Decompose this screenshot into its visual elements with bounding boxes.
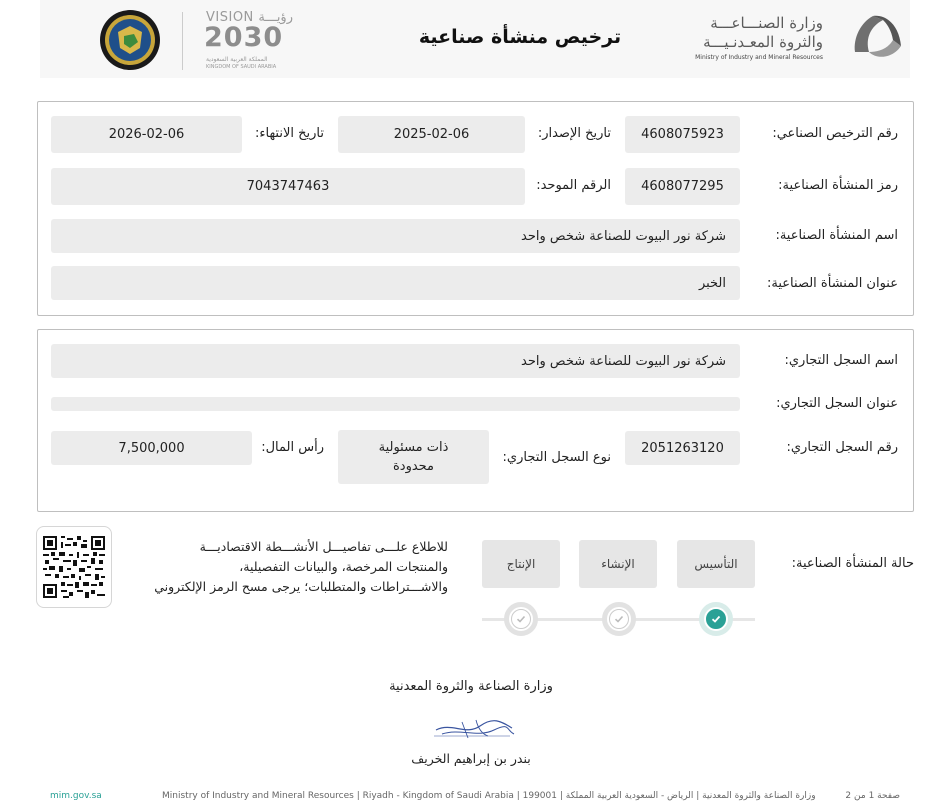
issue-date-field: 2025-02-06 <box>338 116 525 153</box>
check-icon <box>710 613 722 625</box>
signature-image <box>432 716 516 744</box>
cr-number-label: رقم السجل التجاري: <box>786 440 898 455</box>
vision-ar: رؤيـــة <box>258 10 293 25</box>
stage-construction: الإنشاء <box>579 540 657 588</box>
qr-code-box[interactable] <box>36 526 112 608</box>
facility-code-label: رمز المنشأة الصناعية: <box>778 178 898 193</box>
capital-field: 7,500,000 <box>51 431 252 465</box>
vision-year: 2030 <box>204 22 284 53</box>
ministry-name-en: Ministry of Industry and Mineral Resources <box>695 54 823 61</box>
ministry-name-ar <box>703 14 823 52</box>
ministry-logo <box>685 8 925 68</box>
document-header <box>40 0 910 78</box>
cr-name-label: اسم السجل التجاري: <box>784 353 898 368</box>
signer-name: بندر بن إبراهيم الخريف <box>411 751 531 766</box>
stage-establishment: التأسيس <box>677 540 755 588</box>
check-icon <box>613 613 625 625</box>
footer-website-link[interactable]: mim.gov.sa <box>50 791 102 801</box>
stage-establishment-dot <box>699 602 733 636</box>
capital-label: رأس المال: <box>261 440 324 455</box>
document-title: ترخيص منشأة صناعية <box>418 26 622 48</box>
facility-address-label: عنوان المنشأة الصناعية: <box>767 276 898 291</box>
facility-name-field: شركة نور البيوت للصناعة شخص واحد <box>51 219 740 253</box>
qr-info-text: للاطلاع علـــى تفاصيـــل الأنشـــطة الاقتصاديـــة والمنتجات المرخصة، والبيانات التفصيلية، والاشـــتراطات والمتطلبات؛ يرجى مسح الرمز الإلكتروني <box>154 539 448 594</box>
qr-code-icon[interactable] <box>43 536 105 598</box>
facility-name-label: اسم المنشأة الصناعية: <box>775 228 898 243</box>
ministry-name-line1: وزارة الصنـــاعـــة <box>710 14 823 32</box>
expiry-date-field: 2026-02-06 <box>51 116 242 153</box>
facility-code-field: 4608077295 <box>625 168 740 205</box>
footer-address: Ministry of Industry and Mineral Resources | Riyadh - Kingdom of Saudi Arabia | 199001 | وزارة الصناعة والثروة المعدنية | الرياض - السعودية العربية المملكة <box>162 791 816 801</box>
cr-type-label: نوع السجل التجاري: <box>502 450 611 465</box>
vision-en: VISION <box>206 10 254 25</box>
ministry-emblem-icon <box>849 12 905 66</box>
expiry-date-label: تاريخ الانتهاء: <box>254 126 324 141</box>
license-number-field: 4608075923 <box>625 116 740 153</box>
issue-date-label: تاريخ الإصدار: <box>537 126 611 141</box>
stage-production-dot <box>504 602 538 636</box>
stage-construction-dot <box>602 602 636 636</box>
page-footer <box>0 789 942 805</box>
ministry-name-line2: والثروة المعـدنـيـــة <box>703 33 823 51</box>
check-icon <box>515 613 527 625</box>
vision-kingdom-en: KINGDOM OF SAUDI ARABIA <box>206 64 277 70</box>
cr-address-label: عنوان السجل التجاري: <box>776 396 898 411</box>
vision-kingdom-ar: المملكة العربية السعودية <box>206 56 268 63</box>
facility-status-label: حالة المنشأة الصناعية: <box>791 556 914 571</box>
unified-number-field: 7043747463 <box>51 168 525 205</box>
logo-divider <box>182 12 183 70</box>
cr-name-field: شركة نور البيوت للصناعة شخص واحد <box>51 344 740 378</box>
cr-type-field: ذات مسئولية محدودة <box>338 430 489 484</box>
stage-production: الإنتاج <box>482 540 560 588</box>
footer-page-number: صفحة 1 من 2 <box>845 791 900 801</box>
unified-number-label: الرقم الموحد: <box>536 178 611 193</box>
facility-address-field: الخبر <box>51 266 740 300</box>
signing-ministry: وزارة الصناعة والثروة المعدنية <box>389 679 553 694</box>
gcc-emblem-icon <box>98 8 162 72</box>
cr-number-field: 2051263120 <box>625 431 740 465</box>
vision-2030-logo <box>200 8 300 72</box>
cr-address-field <box>51 397 740 411</box>
license-number-label: رقم الترخيص الصناعي: <box>772 126 898 141</box>
